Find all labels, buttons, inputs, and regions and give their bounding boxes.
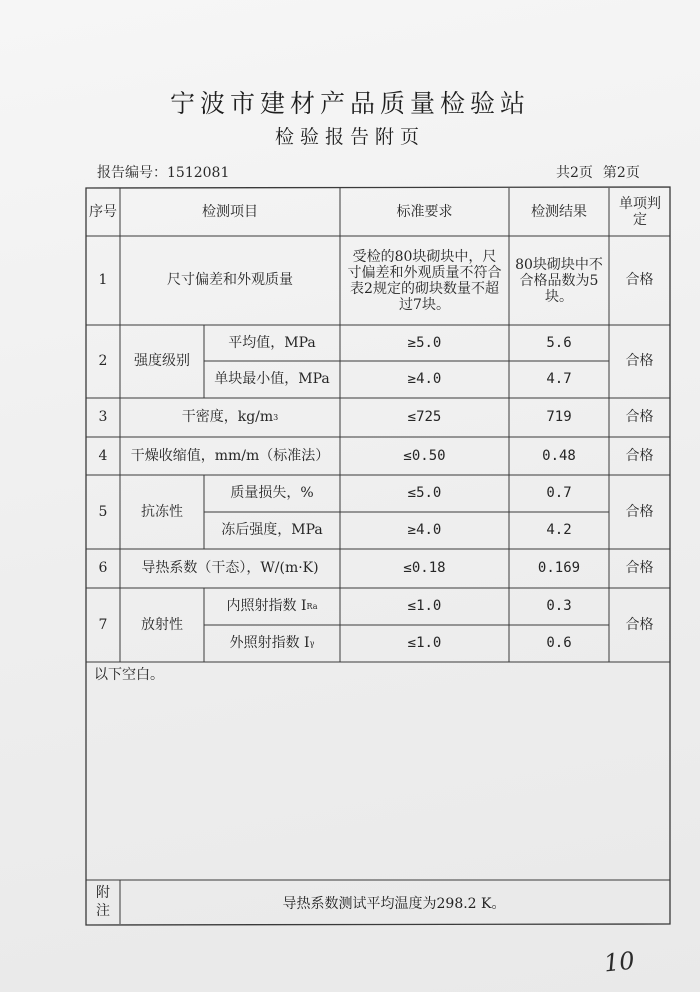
row6-standard: ≤0.18: [403, 560, 446, 576]
row5-seq: 5: [98, 503, 108, 520]
header-item: 检测项目: [202, 203, 258, 220]
row3-item-sup: 3: [273, 413, 279, 422]
report-number: 报告编号：1512081: [97, 165, 230, 181]
header-standard: 标准要求: [396, 203, 453, 220]
row5-sub2-name: 冻后强度，MPa: [221, 522, 323, 538]
row2-sub1-standard: ≥5.0: [407, 334, 442, 351]
report-subtitle: 检验报告附页: [274, 126, 425, 148]
row6-item: 导热系数（干态），W/(m·K): [141, 560, 319, 576]
row2-seq: 2: [98, 353, 108, 369]
row4-seq: 4: [98, 447, 108, 464]
report-title: 宁波市建材产品质量检验站: [169, 89, 530, 118]
row2-judgement: 合格: [625, 353, 654, 369]
row2-sub1-name: 平均值，MPa: [228, 334, 316, 351]
row5-sub1-name: 质量损失，%: [230, 485, 314, 501]
page-number: 第2页: [602, 165, 640, 181]
row1-standard: 受检的80块砌块中，尺寸偏差和外观质量不符合表2规定的砌块数量不超过7块。: [347, 248, 502, 313]
total-pages: 共2页: [556, 165, 593, 181]
row2-sub1-result: 5.6: [546, 334, 572, 351]
row3-standard: ≤725: [407, 409, 442, 425]
row5-sub1-standard: ≤5.0: [407, 485, 442, 501]
row5-sub2-standard: ≥4.0: [407, 522, 442, 538]
row3-result: 719: [546, 409, 572, 425]
row6-result: 0.169: [537, 560, 581, 576]
notes-label: 附注: [96, 885, 110, 919]
row6-seq: 6: [98, 560, 108, 576]
row4-standard: ≤0.50: [403, 447, 446, 464]
row4-item: 干燥收缩值，mm/m（标准法）: [130, 447, 330, 464]
row5-sub2-result: 4.2: [546, 522, 572, 538]
blank-below-note: 以下空白。: [94, 667, 164, 683]
row5-sub1-result: 0.7: [546, 485, 572, 501]
row7-sub1-name: [204, 588, 340, 625]
row5-judgement: 合格: [625, 503, 654, 520]
row3-item: [120, 398, 340, 437]
row7-sub1-name-sub: Ra: [306, 602, 318, 611]
row1-result: 80块砌块中不合格品数为5块。: [515, 256, 603, 305]
row7-sub1-standard: ≤1.0: [407, 598, 442, 614]
row2-sub2-name: 单块最小值，MPa: [214, 371, 330, 387]
row1-judgement: 合格: [625, 272, 654, 288]
row5-item: 抗冻性: [141, 503, 183, 520]
row7-item: 放射性: [141, 616, 183, 633]
row3-judgement: 合格: [625, 409, 654, 425]
header-seq: 序号: [89, 204, 117, 220]
row7-sub2-result: 0.6: [546, 635, 572, 651]
row7-sub2-name-text: 外照射指数 I: [229, 635, 310, 651]
row2-sub2-result: 4.7: [546, 371, 572, 387]
header-result: 检测结果: [531, 203, 587, 220]
row6-judgement: 合格: [625, 560, 654, 576]
row7-judgement: 合格: [625, 616, 654, 633]
row7-sub2-standard: ≤1.0: [407, 635, 442, 651]
notes-text: 导热系数测试平均温度为298.2 K。: [282, 896, 506, 912]
row4-judgement: 合格: [625, 447, 654, 464]
row3-item-text: 干密度，kg/m: [181, 409, 274, 425]
row2-item: 强度级别: [134, 353, 190, 369]
row7-sub1-result: 0.3: [546, 598, 572, 614]
row7-sub1-name-text: 内照射指数 I: [226, 598, 307, 614]
header-judgement: 单项判定: [619, 196, 661, 228]
row2-sub2-standard: ≥4.0: [407, 371, 442, 387]
row7-seq: 7: [98, 616, 108, 633]
row3-seq: 3: [98, 409, 108, 425]
row1-seq: 1: [98, 272, 108, 288]
row7-sub2-name: [204, 625, 340, 662]
handwritten-page-number: 10: [602, 946, 636, 978]
row1-item: 尺寸偏差和外观质量: [167, 272, 293, 288]
row4-result: 0.48: [542, 447, 576, 464]
row7-sub2-name-sub: γ: [309, 639, 315, 648]
